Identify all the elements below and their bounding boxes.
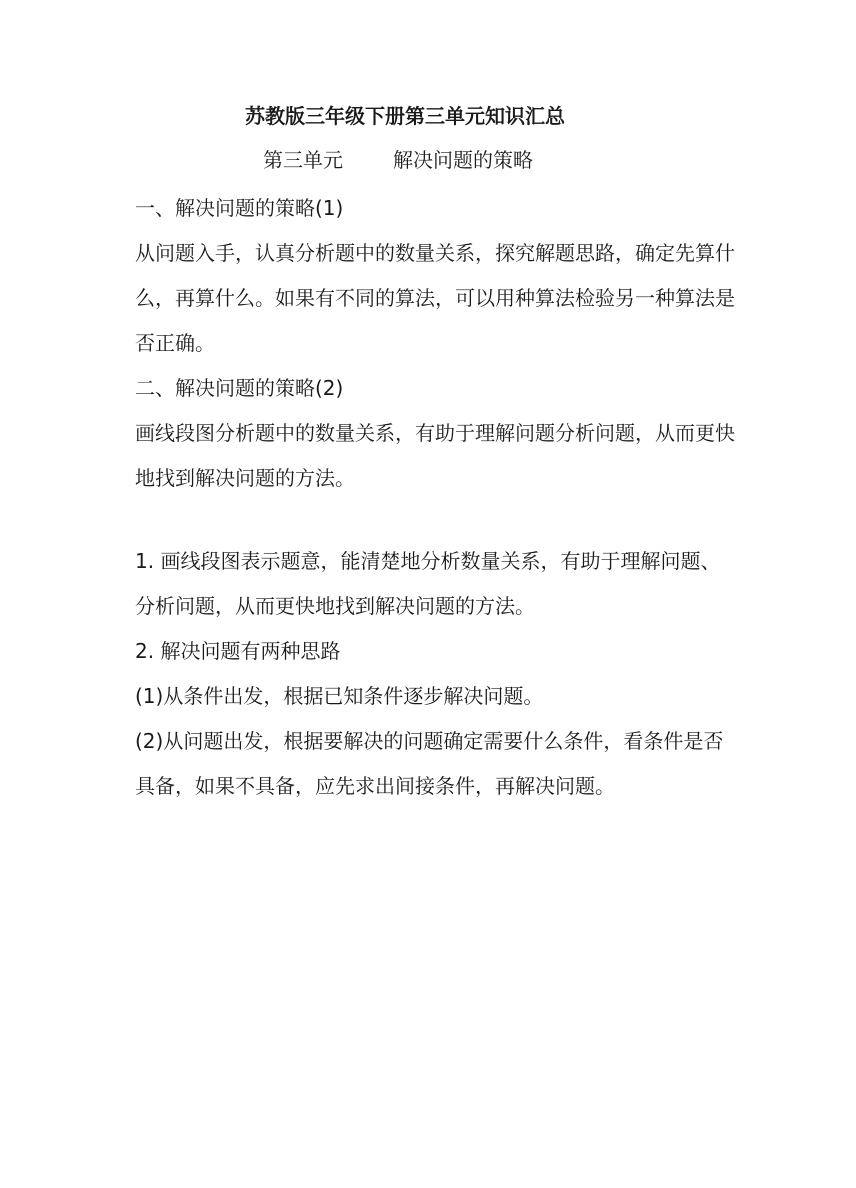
unit-subtitle — [263, 145, 533, 175]
section1-line: 么，再算什么。如果有不同的算法，可以用种算法检验另一种算法是 — [135, 286, 735, 310]
section1-line: 从问题入手，认真分析题中的数量关系，探究解题思路，确定先算什 — [135, 241, 735, 265]
point-line: 2. 解决问题有两种思路 — [135, 639, 341, 663]
point-line: (1)从条件出发，根据已知条件逐步解决问题。 — [135, 684, 544, 708]
unit-topic: 解决问题的策略 — [393, 148, 533, 172]
section2-line: 地找到解决问题的方法。 — [135, 466, 355, 490]
point-line: 1. 画线段图表示题意，能清楚地分析数量关系，有助于理解问题、 — [135, 549, 721, 573]
document-title: 苏教版三年级下册第三单元知识汇总 — [245, 104, 565, 128]
section1-heading: 一、解决问题的策略(1) — [135, 196, 344, 220]
point-line: 分析问题，从而更快地找到解决问题的方法。 — [135, 594, 535, 618]
point-line: 具备，如果不具备，应先求出间接条件，再解决问题。 — [135, 774, 615, 798]
knowledge-sections — [135, 186, 735, 501]
section1-line: 否正确。 — [135, 331, 215, 355]
unit-label: 第三单元 — [263, 148, 343, 172]
section2-heading: 二、解决问题的策略(2) — [135, 376, 344, 400]
section2-line: 画线段图分析题中的数量关系，有助于理解问题分析问题，从而更快 — [135, 421, 735, 445]
key-points — [135, 539, 735, 809]
point-line: (2)从问题出发，根据要解决的问题确定需要什么条件，看条件是否 — [135, 729, 724, 753]
